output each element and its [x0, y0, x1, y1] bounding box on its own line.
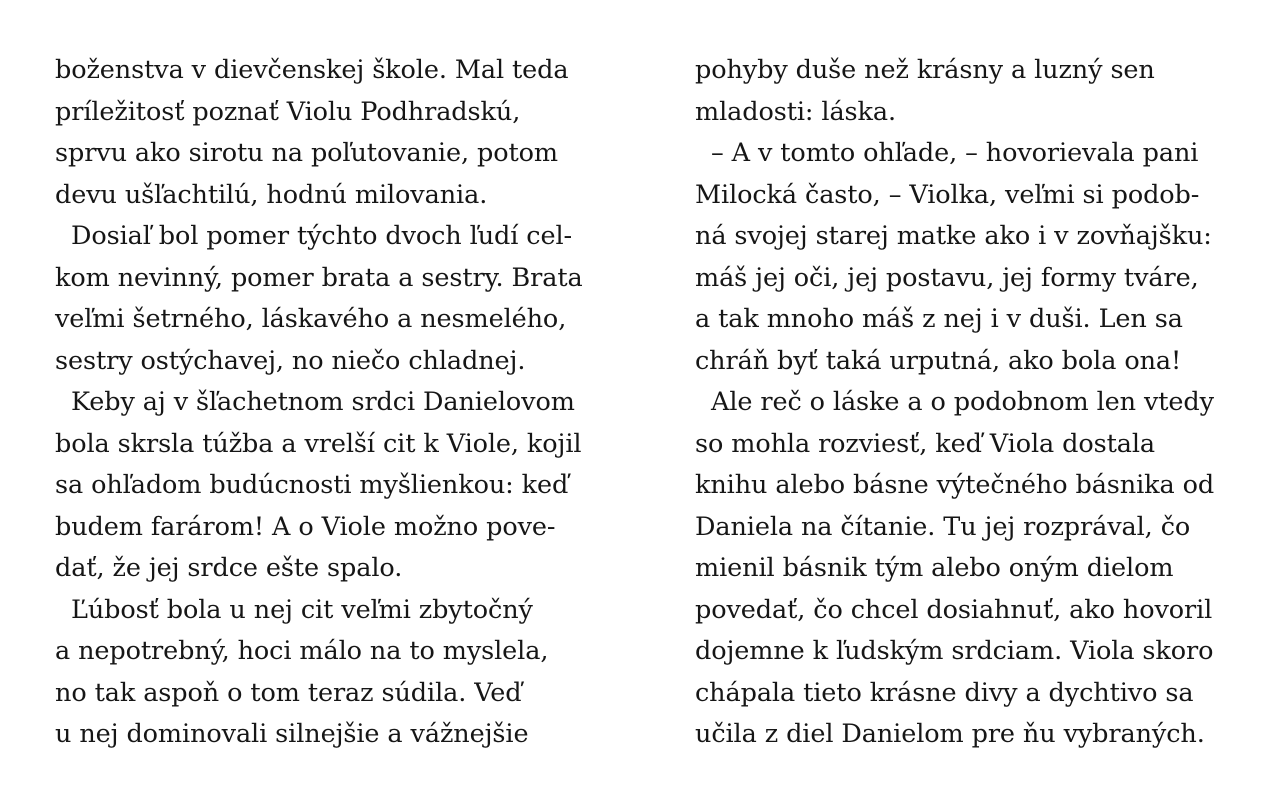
text-line: Keby aj v šľachetnom srdci Danielovom: [71, 387, 575, 417]
text-line: povedať, čo chcel dosiahnuť, ako hovoril: [695, 594, 1213, 625]
text-line: a nepotrebný, hoci málo na to myslela,: [55, 636, 549, 666]
text-line: dať, že jej srdce ešte spalo.: [55, 553, 403, 583]
text-line: bola skrsla túžba a vrelší cit k Viole, kojil: [55, 428, 582, 459]
text-line: príležitosť poznať Violu Podhradskú,: [55, 96, 521, 127]
text-line: máš jej oči, jej postavu, jej formy tváre,: [695, 262, 1199, 293]
text-line: veľmi šetrného, láskavého a nesmelého,: [55, 304, 567, 334]
text-line: sestry ostýchavej, no niečo chladnej.: [55, 345, 526, 376]
text-line: chápala tieto krásne divy a dychtivo sa: [695, 677, 1194, 708]
text-line: Ale reč o láske a o podobnom len vtedy: [711, 387, 1214, 417]
text-line: kom nevinný, pomer brata a sestry. Brata: [55, 262, 583, 293]
text-line: a tak mnoho máš z nej i v duši. Len sa: [695, 304, 1183, 334]
text-line: mladosti: láska.: [695, 96, 897, 127]
text-line: sprvu ako sirotu na poľutovanie, potom: [55, 138, 558, 168]
text-line: dojemne k ľudským srdciam. Viola skoro: [695, 636, 1214, 666]
text-line: mienil básnik tým alebo oným dielom: [695, 553, 1174, 583]
text-line: devu ušľachtilú, hodnú milovania.: [55, 179, 488, 210]
text-line: u nej dominovali silnejšie a vážnejšie: [55, 719, 529, 749]
left-page-text: [55, 50, 583, 756]
text-line: sa ohľadom budúcnosti myšlienkou: keď: [55, 470, 569, 500]
text-line: budem farárom! A o Viole možno pove-: [55, 511, 556, 542]
text-line: Milocká často, – Violka, veľmi si podob-: [695, 179, 1200, 210]
text-line: knihu alebo básne výtečného básnika od: [695, 470, 1215, 500]
text-line: no tak aspoň o tom teraz súdila. Veď: [55, 677, 522, 708]
text-line: Ľúbosť bola u nej cit veľmi zbytočný: [71, 594, 533, 625]
left-page: [55, 0, 655, 800]
right-page: [695, 0, 1280, 800]
text-line: Daniela na čítanie. Tu jej rozprával, čo: [695, 511, 1191, 542]
text-line: – A v tomto ohľade, – hovorievala pani: [711, 138, 1199, 168]
text-line: so mohla rozviesť, keď Viola dostala: [695, 428, 1156, 459]
text-line: ná svojej starej matke ako i v zovňajšku:: [695, 221, 1212, 251]
text-line: učila z diel Danielom pre ňu vybraných.: [695, 719, 1205, 749]
right-page-text: [695, 50, 1214, 756]
text-line: boženstva v dievčenskej škole. Mal teda: [55, 55, 569, 85]
text-line: chráň byť taká urputná, ako bola ona!: [695, 345, 1182, 376]
text-line: Dosiaľ bol pomer týchto dvoch ľudí cel-: [71, 221, 573, 251]
text-line: pohyby duše než krásny a luzný sen: [695, 55, 1155, 85]
